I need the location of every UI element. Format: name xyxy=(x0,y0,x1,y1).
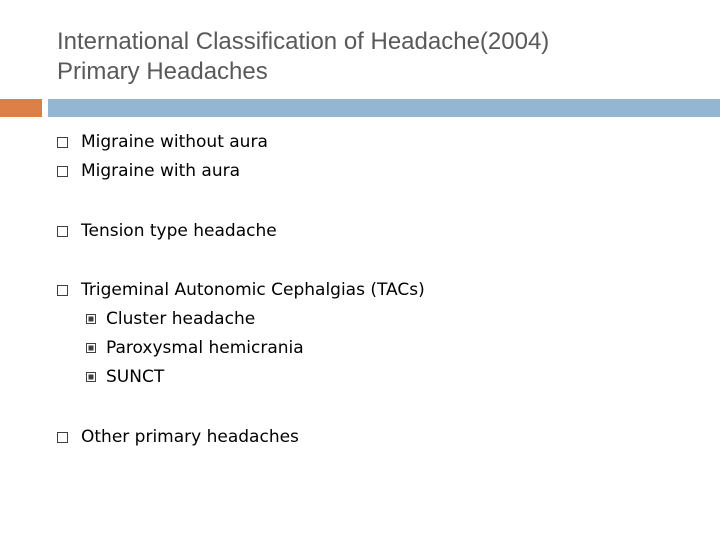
sub-bullet-text: Paroxysmal hemicrania xyxy=(106,338,304,358)
bullet-text: Tension type headache xyxy=(81,221,277,241)
bullet-text: Trigeminal Autonomic Cephalgias (TACs) xyxy=(81,280,425,300)
square-bullet-icon xyxy=(86,314,96,324)
title-divider-bar xyxy=(48,99,720,117)
checkbox-icon xyxy=(57,285,68,296)
bullet-item xyxy=(57,160,68,182)
sub-bullet-item xyxy=(86,366,96,388)
bullet-text: Migraine with aura xyxy=(81,161,241,181)
sub-bullet-text: SUNCT xyxy=(106,367,165,387)
title-line-1: International Classification of Headache(2004) xyxy=(57,28,550,55)
bullet-text: Other primary headaches xyxy=(81,427,299,447)
sub-bullet-text: Cluster headache xyxy=(106,309,256,329)
checkbox-icon xyxy=(57,226,68,237)
bullet-text: Migraine without aura xyxy=(81,132,268,152)
checkbox-icon xyxy=(57,432,68,443)
bullet-item xyxy=(57,279,68,301)
slide-title xyxy=(57,27,697,87)
bullet-item xyxy=(57,220,68,242)
square-bullet-icon xyxy=(86,372,96,382)
checkbox-icon xyxy=(57,137,68,148)
bullet-item xyxy=(57,131,68,153)
sub-bullet-item xyxy=(86,337,96,359)
checkbox-icon xyxy=(57,166,68,177)
title-line-2: Primary Headaches xyxy=(57,58,268,85)
square-bullet-icon xyxy=(86,343,96,353)
title-accent-bar xyxy=(0,99,42,117)
sub-bullet-item xyxy=(86,308,96,330)
bullet-item xyxy=(57,426,68,448)
